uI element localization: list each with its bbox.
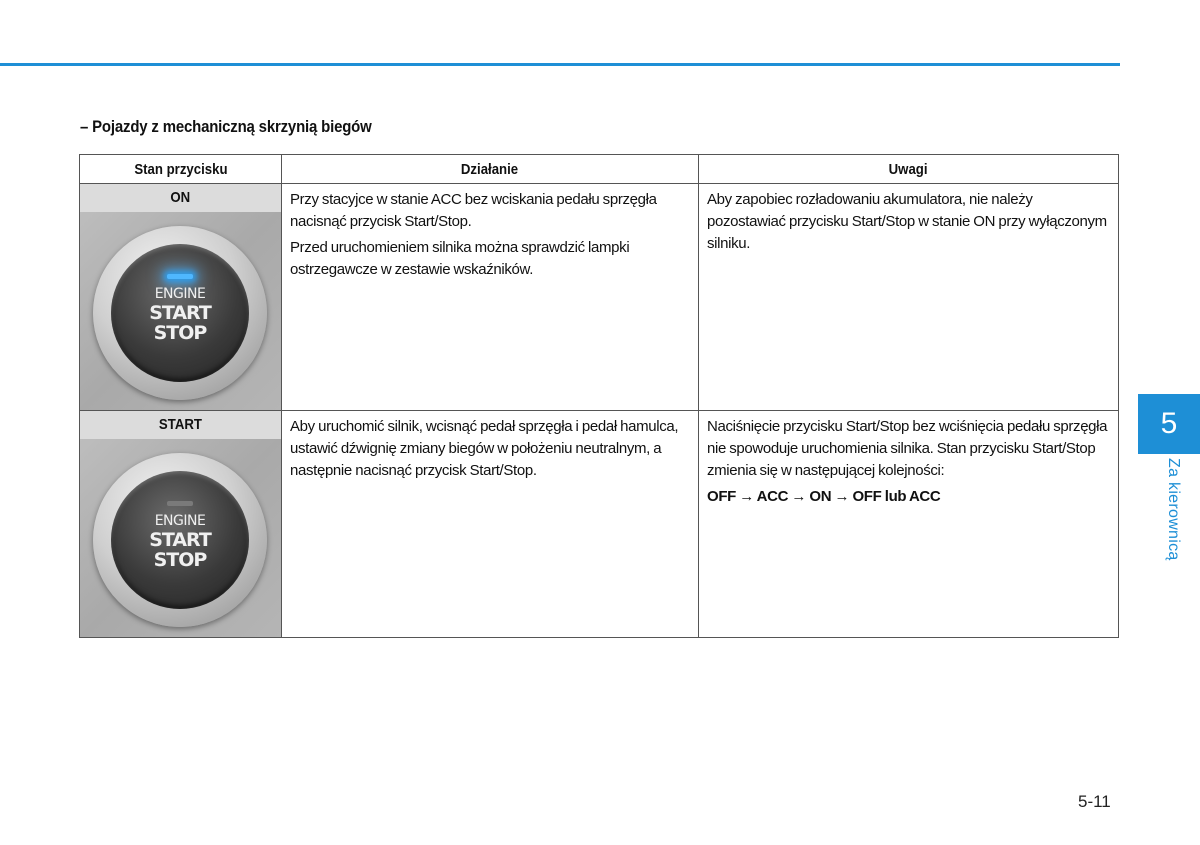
action-text: Aby uruchomić silnik, wcisnąć pedał sprzęgła i pedał hamulca, ustawić dźwignię zmiany biegów w położeniu neutralnym, a następnie nacisnąć przycisk Start/Stop.	[290, 418, 679, 479]
state-sequence: OFF → ACC → ON → OFF lub ACC	[707, 488, 941, 505]
action-cell	[282, 184, 699, 411]
state-label: START	[80, 411, 281, 439]
button-text-start: START	[149, 529, 211, 551]
button-text-engine: ENGINE	[154, 513, 206, 529]
button-face	[111, 244, 249, 382]
chapter-tab: 5	[1138, 394, 1200, 454]
state-cell	[80, 184, 282, 411]
button-face	[111, 471, 249, 609]
header-state: Stan przycisku	[80, 155, 282, 184]
button-text-engine: ENGINE	[154, 286, 206, 302]
section-title: – Pojazdy z mechaniczną skrzynią biegów	[80, 117, 372, 136]
header-action: Działanie	[282, 155, 699, 184]
chapter-label: Za kierownicą	[1165, 458, 1182, 561]
notes-cell	[699, 184, 1119, 411]
indicator-led-icon	[167, 501, 193, 506]
action-text: Przy stacyjce w stanie ACC bez wciskania pedału sprzęgła nacisnąć przycisk Start/Stop.	[290, 191, 657, 230]
header-notes: Uwagi	[699, 155, 1119, 184]
start-stop-button-image	[80, 439, 281, 637]
button-text-stop: STOP	[153, 322, 207, 344]
start-stop-button-image	[80, 212, 281, 410]
table-row	[80, 184, 1119, 411]
button-bezel	[93, 453, 267, 627]
notes-text: Naciśnięcie przycisku Start/Stop bez wciśnięcia pedału sprzęgła nie spowoduje uruchomienia silnika. Stan przycisku Start/Stop zmienia się w następującej kolejności:	[707, 418, 1108, 479]
top-rule	[0, 63, 1120, 66]
notes-text: Aby zapobiec rozładowaniu akumulatora, nie należy pozostawiać przycisku Start/Stop w stanie ON przy wyłączonym silniku.	[707, 191, 1107, 252]
button-text-start: START	[149, 302, 211, 324]
notes-cell	[699, 411, 1119, 638]
action-cell	[282, 411, 699, 638]
button-bezel	[93, 226, 267, 400]
button-text-stop: STOP	[153, 549, 207, 571]
state-cell	[80, 411, 282, 638]
table-header-row	[80, 155, 1119, 184]
state-label: ON	[80, 184, 281, 212]
action-text: Przed uruchomieniem silnika można sprawdzić lampki ostrzegawcze w zestawie wskaźników.	[290, 239, 630, 278]
button-state-table	[79, 154, 1119, 638]
page-number: 5-11	[1078, 792, 1111, 811]
table-row	[80, 411, 1119, 638]
indicator-led-icon	[167, 274, 193, 279]
